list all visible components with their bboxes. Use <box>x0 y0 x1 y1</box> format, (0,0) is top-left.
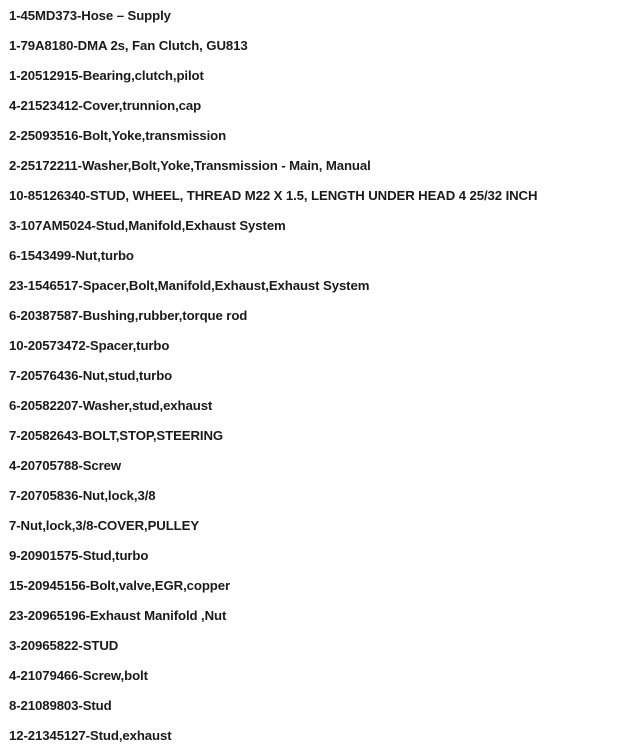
list-item: 3-107AM5024-Stud,Manifold,Exhaust System <box>9 218 286 233</box>
list-item: 10-20573472-Spacer,turbo <box>9 338 170 353</box>
list-item: 10-85126340-STUD, WHEEL, THREAD M22 X 1.5, LENGTH UNDER HEAD 4 25/32 INCH <box>9 188 538 203</box>
list-item: 15-20945156-Bolt,valve,EGR,copper <box>9 578 230 593</box>
list-item: 12-21345127-Stud,exhaust <box>9 728 172 743</box>
list-item: 2-25172211-Washer,Bolt,Yoke,Transmission - Main, Manual <box>9 158 371 173</box>
list-item: 6-20582207-Washer,stud,exhaust <box>9 398 213 413</box>
list-item: 4-21079466-Screw,bolt <box>9 668 148 683</box>
list-item: 8-21089803-Stud <box>9 698 112 713</box>
list-item: 4-21523412-Cover,trunnion,cap <box>9 98 202 113</box>
list-item: 9-20901575-Stud,turbo <box>9 548 149 563</box>
list-item: 7-Nut,lock,3/8-COVER,PULLEY <box>9 518 200 533</box>
list-item: 2-25093516-Bolt,Yoke,transmission <box>9 128 227 143</box>
list-item: 1-79A8180-DMA 2s, Fan Clutch, GU813 <box>9 38 248 53</box>
list-item: 7-20582643-BOLT,STOP,STEERING <box>9 428 224 443</box>
list-item: 23-20965196-Exhaust Manifold ,Nut <box>9 608 227 623</box>
list-item: 3-20965822-STUD <box>9 638 119 653</box>
list-item: 4-20705788-Screw <box>9 458 122 473</box>
list-item: 6-20387587-Bushing,rubber,torque rod <box>9 308 248 323</box>
parts-list <box>9 6 630 756</box>
list-item: 7-20576436-Nut,stud,turbo <box>9 368 173 383</box>
list-item: 23-1546517-Spacer,Bolt,Manifold,Exhaust,Exhaust System <box>9 278 370 293</box>
list-item: 1-45MD373-Hose – Supply <box>9 8 171 23</box>
list-item: 1-20512915-Bearing,clutch,pilot <box>9 68 204 83</box>
list-item: 6-1543499-Nut,turbo <box>9 248 134 263</box>
list-item: 7-20705836-Nut,lock,3/8 <box>9 488 156 503</box>
